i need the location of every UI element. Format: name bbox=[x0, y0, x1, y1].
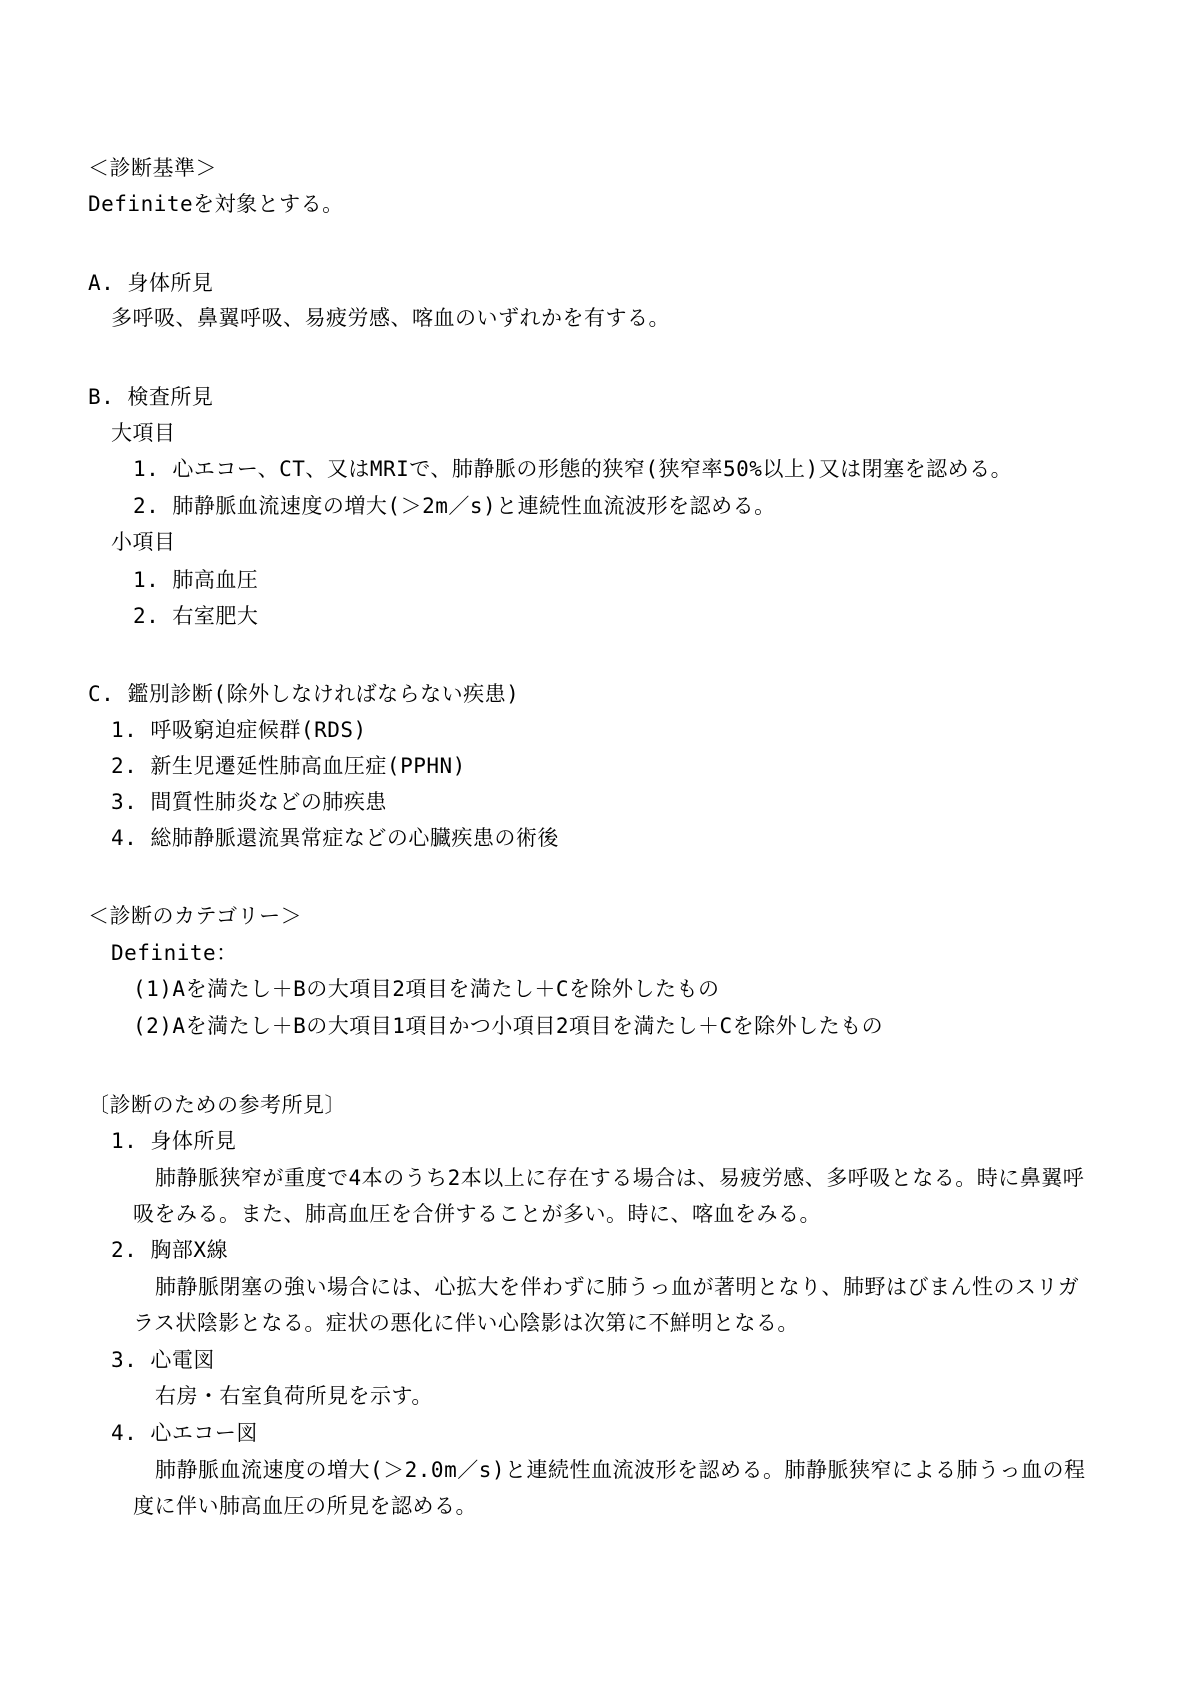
definite-label: Definite： bbox=[111, 941, 238, 965]
section-b-title: B. 検査所見 bbox=[88, 385, 214, 409]
reference-item-text: 右房・右室負荷所見を示す。 bbox=[155, 1384, 433, 1408]
reference-item-text: 肺静脈閉塞の強い場合には、心拡大を伴わずに肺うっ血が著明となり、肺野はびまん性のスリガ bbox=[155, 1275, 1080, 1299]
major-item: 2. 肺静脈血流速度の増大(＞2m／s)と連続性血流波形を認める。 bbox=[133, 494, 776, 518]
reference-item-text: 度に伴い肺高血圧の所見を認める。 bbox=[133, 1494, 477, 1518]
definite-target-text: Definiteを対象とする。 bbox=[88, 192, 344, 216]
diagnostic-criteria-header: ＜診断基準＞ bbox=[88, 156, 217, 180]
section-a-text: 多呼吸、鼻翼呼吸、易疲労感、喀血のいずれかを有する。 bbox=[111, 306, 670, 330]
reference-item-title: 3. 心電図 bbox=[111, 1348, 215, 1372]
reference-header: 〔診断のための参考所見〕 bbox=[88, 1093, 346, 1117]
differential-item: 4. 総肺静脈還流異常症などの心臓疾患の術後 bbox=[111, 826, 559, 850]
category-header: ＜診断のカテゴリー＞ bbox=[88, 904, 303, 928]
reference-item-text: 吸をみる。また、肺高血圧を合併することが多い。時に、喀血をみる。 bbox=[133, 1202, 821, 1226]
differential-item: 3. 間質性肺炎などの肺疾患 bbox=[111, 790, 387, 814]
minor-item: 2. 右室肥大 bbox=[133, 604, 259, 628]
category-item: (2)Aを満たし＋Bの大項目1項目かつ小項目2項目を満たし＋Cを除外したもの bbox=[133, 1014, 884, 1038]
major-item: 1. 心エコー、CT、又はMRIで、肺静脈の形態的狭窄(狭窄率50%以上)又は閉塞を認める。 bbox=[133, 457, 1013, 481]
reference-item-title: 4. 心エコー図 bbox=[111, 1421, 258, 1445]
reference-item-text: ラス状陰影となる。症状の悪化に伴い心陰影は次第に不鮮明となる。 bbox=[133, 1311, 799, 1335]
reference-item-text: 肺静脈血流速度の増大(＞2.0m／s)と連続性血流波形を認める。肺静脈狭窄による肺うっ血の程 bbox=[155, 1458, 1086, 1482]
reference-item-title: 1. 身体所見 bbox=[111, 1129, 237, 1153]
major-items-label: 大項目 bbox=[111, 421, 176, 445]
reference-item-text: 肺静脈狭窄が重度で4本のうち2本以上に存在する場合は、易疲労感、多呼吸となる。時に鼻翼呼 bbox=[155, 1166, 1085, 1190]
category-item: (1)Aを満たし＋Bの大項目2項目を満たし＋Cを除外したもの bbox=[133, 977, 720, 1001]
section-a-title: A. 身体所見 bbox=[88, 271, 214, 295]
minor-items-label: 小項目 bbox=[111, 530, 176, 554]
section-c-title: C. 鑑別診断(除外しなければならない疾患) bbox=[88, 682, 520, 706]
differential-item: 1. 呼吸窮迫症候群(RDS) bbox=[111, 718, 367, 742]
minor-item: 1. 肺高血圧 bbox=[133, 568, 259, 592]
reference-item-title: 2. 胸部X線 bbox=[111, 1238, 229, 1262]
differential-item: 2. 新生児遷延性肺高血圧症(PPHN) bbox=[111, 754, 466, 778]
